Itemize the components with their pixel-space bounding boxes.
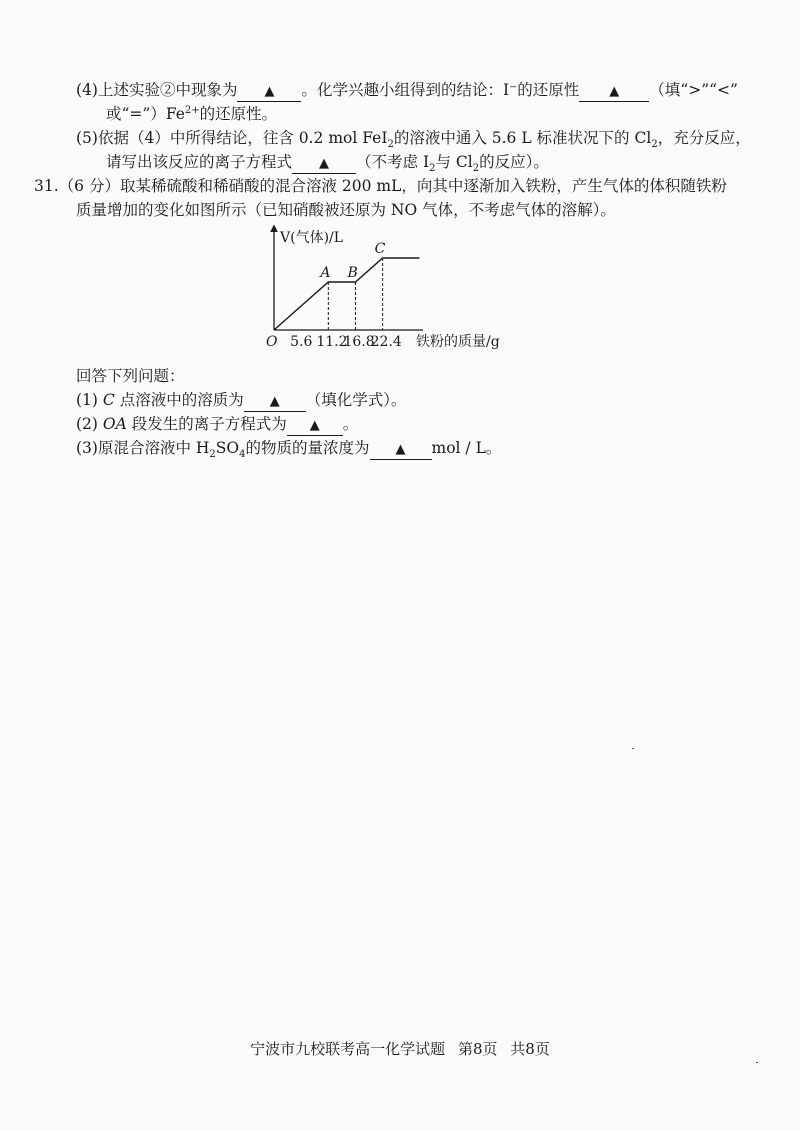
point-label-A: A [320,265,331,281]
footer-page: 第8页 [457,1040,498,1058]
q5-line2: 请写出该反应的离子方程式 ▲ （不考虑 $I_2$与 $Cl_2$的反应）。 [106,153,549,175]
q5-line1: (5)依据（4）中所得结论，往含 0.2 mol FeI$_2$的溶液中通入 5.6 L 标准状况下的 $Cl_2$，充分反应， [76,129,751,151]
page-footer [0,1038,800,1059]
point-label-C: C [374,241,386,257]
q31-line1: 31.（6 分）取某稀硫酸和稀硝酸的混合溶液 200 mL，向其中逐渐加入铁粉，产生气体的体积随铁粉 [34,177,727,195]
q4-line1: (4)上述实验②中现象为 ▲ 。化学兴趣小组得到的结论：I⁻的还原性 ▲ （填“>”“<” [76,79,738,102]
y-axis-label: V(气体)/L [280,230,344,246]
x-tick-label: 11.2 [316,334,348,350]
q31-line2: 质量增加的变化如图所示（已知硝酸被还原为 NO 气体，不考虑气体的溶解）。 [76,201,616,219]
origin-label: O [266,334,278,350]
scan-speck [756,1062,758,1063]
x-axis-label: 铁粉的质量/g [416,334,500,350]
point-label-B: B [347,265,358,281]
sub-question-1: (1) C 点溶液中的溶质为 ▲ （填化学式）。 [76,389,406,412]
answer-blank[interactable]: ▲ [370,441,432,460]
gas-volume-chart [258,222,518,352]
q4-number: (4) [76,81,98,99]
x-tick-label: 5.6 [290,334,313,350]
answer-blank[interactable]: ▲ [237,83,301,102]
q4-line2: 或“$=”)Fe^{2+}$的还原性。 [106,104,278,123]
sub-question-3: (3)原混合溶液中 $H_2SO_4$的物质的量浓度为 ▲ mol / L。 [76,439,502,461]
answer-blank[interactable]: ▲ [287,417,343,436]
scan-speck [632,748,634,749]
answer-blank[interactable]: ▲ [292,155,356,174]
sub-question-2: (2) OA 段发生的离子方程式为 ▲ 。 [76,413,358,436]
answer-blank[interactable]: ▲ [579,83,649,102]
answer-blank[interactable]: ▲ [244,393,306,412]
x-tick-label: 16.8 [343,334,375,350]
answer-intro: 回答下列问题： [76,367,185,385]
footer-total: 共8页 [510,1040,550,1058]
footer-title: 宁波市九校联考高一化学试题 [250,1040,446,1058]
x-tick-label: 22.4 [370,334,402,350]
